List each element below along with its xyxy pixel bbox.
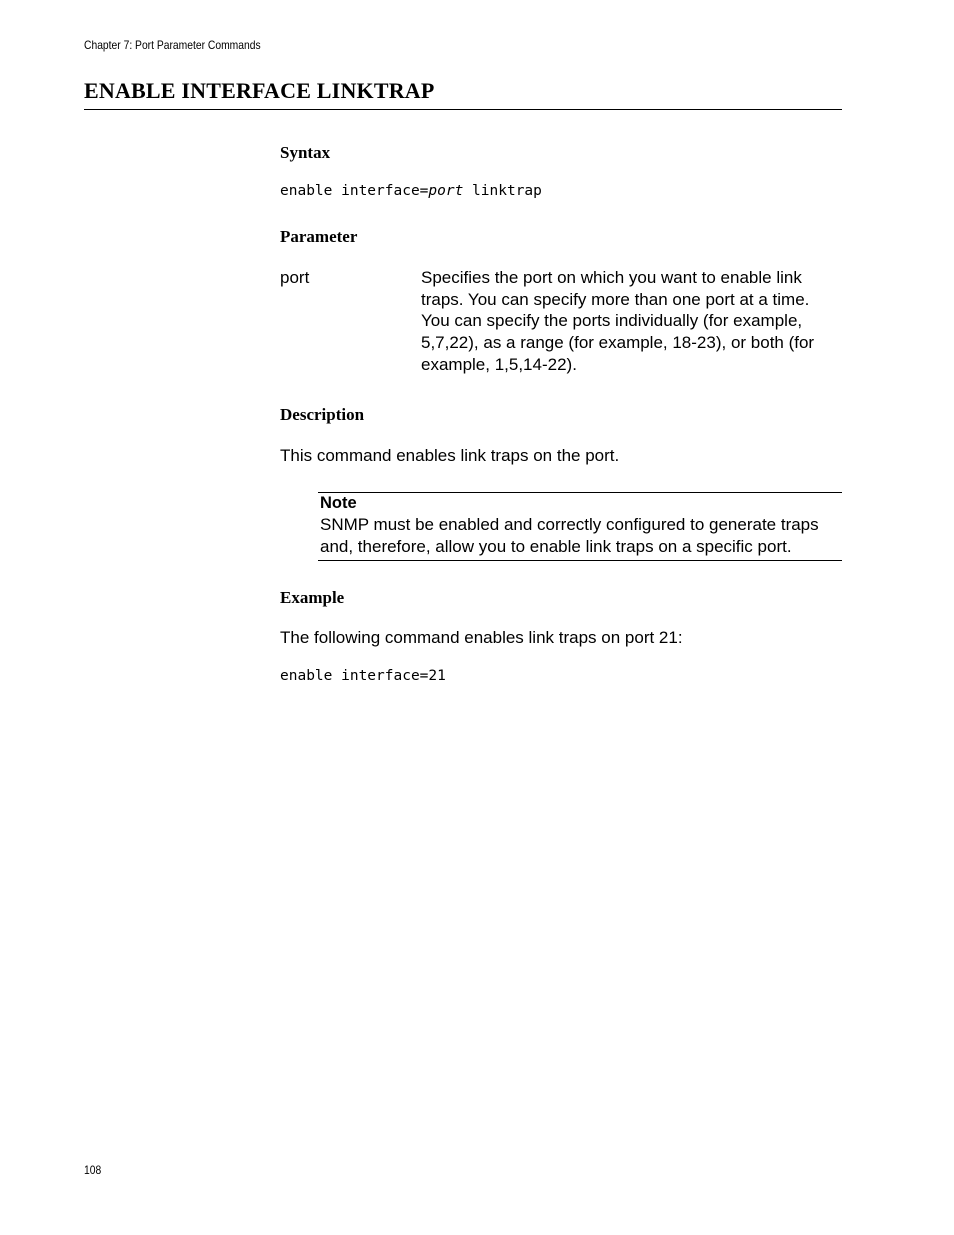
note-bottom-rule bbox=[318, 560, 842, 561]
parameter-description-line: Specifies the port on which you want to enable link bbox=[421, 268, 802, 287]
parameter-heading: Parameter bbox=[280, 227, 358, 246]
title-divider bbox=[84, 109, 842, 110]
parameter-description-line: traps. You can specify more than one port at a time. bbox=[421, 289, 810, 309]
note-text bbox=[320, 514, 842, 558]
syntax-code-suffix: linktrap bbox=[463, 183, 542, 199]
page-title: ENABLE INTERFACE LINKTRAP bbox=[84, 78, 435, 103]
example-heading: Example bbox=[280, 588, 345, 607]
syntax-code-param: port bbox=[428, 183, 464, 199]
syntax-heading: Syntax bbox=[280, 143, 331, 162]
note-top-rule bbox=[318, 492, 842, 493]
syntax-code bbox=[280, 183, 542, 199]
parameter-name: port bbox=[280, 268, 310, 287]
example-code: enable interface=21 bbox=[280, 668, 446, 684]
example-text: The following command enables link traps on port 21: bbox=[280, 628, 683, 647]
parameter-description-line: example, 1,5,14-22). bbox=[421, 354, 577, 374]
syntax-code-prefix: enable interface= bbox=[280, 183, 429, 199]
note-title: Note bbox=[320, 494, 357, 512]
parameter-description-line: 5,7,22), as a range (for example, 18-23), or both (for bbox=[421, 333, 815, 353]
note-text-line: and, therefore, allow you to enable link traps on a specific port. bbox=[320, 537, 792, 556]
description-text: This command enables link traps on the port. bbox=[280, 446, 620, 465]
page-number: 108 bbox=[84, 1163, 102, 1177]
description-heading: Description bbox=[280, 405, 365, 424]
running-header: Chapter 7: Port Parameter Commands bbox=[84, 38, 261, 52]
parameter-description-line: You can specify the ports individually (for example, bbox=[421, 311, 803, 331]
note-text-line: SNMP must be enabled and correctly configured to generate traps bbox=[320, 515, 819, 534]
parameter-description bbox=[421, 267, 841, 376]
